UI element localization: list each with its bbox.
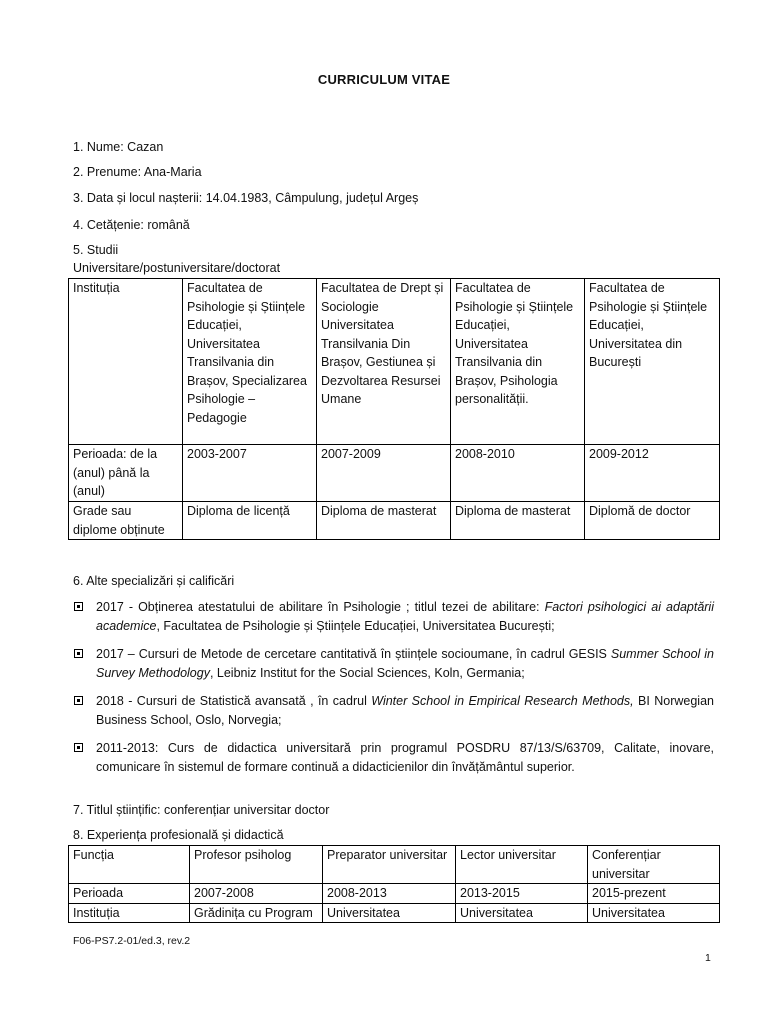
experience-heading: 8. Experiența profesională și didactică	[73, 828, 284, 842]
table-row	[69, 903, 720, 923]
table-cell: 2007-2008	[190, 884, 323, 904]
table-cell: Profesor psiholog	[190, 846, 323, 884]
field-citizenship: 4. Cetățenie: română	[73, 218, 190, 232]
row-label: Grade sau diplome obținute	[69, 502, 183, 540]
square-bullet-icon	[74, 696, 83, 705]
table-cell: Diplomă de doctor	[585, 502, 720, 540]
item-text: 2017 – Cursuri de Metode de cercetare cantitativă în științele socioumane, în cadrul GESIS	[96, 647, 611, 661]
experience-table	[68, 845, 720, 923]
table-row	[69, 502, 720, 540]
item-text: , Facultatea de Psihologie și Științele Educației, Universitatea București;	[156, 619, 555, 633]
scientific-title: 7. Titlul științific: conferențiar universitar doctor	[73, 803, 330, 817]
item-text: , Leibniz Institut for the Social Sciences, Koln, Germania;	[209, 666, 525, 680]
item-italic: Winter School in Empirical Research Methods,	[371, 694, 634, 708]
item-text: 2018 - Cursuri de Statistică avansată , în cadrul	[96, 694, 372, 708]
square-bullet-icon	[74, 649, 83, 658]
item-italic: Factori psihologici ai adaptării academice	[96, 600, 714, 633]
list-item	[73, 645, 714, 683]
table-cell: 2008-2013	[323, 884, 456, 904]
footer-code: F06-PS7.2-01/ed.3, rev.2	[73, 935, 191, 947]
table-cell: Preparator universitar	[323, 846, 456, 884]
item-text: BI Norwegian Business School, Oslo, Norvegia;	[96, 694, 714, 727]
table-cell: Conferențiar universitar	[588, 846, 720, 884]
row-label: Instituția	[69, 903, 190, 923]
table-row	[69, 279, 720, 445]
item-text: 2011-2013: Curs de didactica universitară prin programul POSDRU 87/13/S/63709, Calitate, inovare, comunicare în sistemul de formare continuă a didacticienilor din învățământul superior.	[96, 741, 714, 774]
row-label: Perioada: de la (anul) până la (anul)	[69, 445, 183, 502]
other-qualifications-heading: 6. Alte specializări și calificări	[73, 574, 235, 588]
table-cell: 2013-2015	[456, 884, 588, 904]
table-cell: Diploma de licență	[183, 502, 317, 540]
square-bullet-icon	[74, 743, 83, 752]
page-number: 1	[705, 952, 711, 964]
table-cell: 2015-prezent	[588, 884, 720, 904]
table-cell: 2003-2007	[183, 445, 317, 502]
table-row	[69, 846, 720, 884]
table-cell: Facultatea de Psihologie și Științele Educației, Universitatea Transilvania din Brașov, Psihologia personalității.	[451, 279, 585, 445]
table-cell: Facultatea de Drept și Sociologie Universitatea Transilvania Din Brașov, Gestiunea și Dezvoltarea Resursei Umane	[317, 279, 451, 445]
list-item	[73, 598, 714, 636]
field-birth: 3. Data și locul nașterii: 14.04.1983, Câmpulung, județul Argeș	[73, 191, 419, 205]
table-cell: Lector universitar	[456, 846, 588, 884]
table-cell: Diploma de masterat	[317, 502, 451, 540]
table-cell: Universitatea	[588, 903, 720, 923]
table-cell: 2007-2009	[317, 445, 451, 502]
row-label: Instituția	[69, 279, 183, 445]
item-text: 2017 - Obținerea atestatului de abilitare în Psihologie ; titlul tezei de abilitare:	[96, 600, 545, 614]
table-cell: Facultatea de Psihologie și Științele Educației, Universitatea din București	[585, 279, 720, 445]
table-cell: Universitatea	[456, 903, 588, 923]
item-italic: Summer School in Survey Methodology	[96, 647, 714, 680]
table-cell: 2008-2010	[451, 445, 585, 502]
studies-table	[68, 278, 720, 540]
studies-heading: 5. Studii	[73, 243, 119, 257]
field-name: 1. Nume: Cazan	[73, 140, 164, 154]
row-label: Perioada	[69, 884, 190, 904]
table-cell: Facultatea de Psihologie și Științele Educației, Universitatea Transilvania din Brașov, Specializarea Psihologie – Pedagogie	[183, 279, 317, 445]
studies-subheading: Universitare/postuniversitare/doctorat	[73, 261, 281, 275]
list-item	[73, 739, 714, 777]
table-cell: 2009-2012	[585, 445, 720, 502]
document-title: CURRICULUM VITAE	[317, 72, 451, 87]
square-bullet-icon	[74, 602, 83, 611]
qualifications-list	[73, 598, 714, 786]
table-row	[69, 884, 720, 904]
table-cell: Grădinița cu Program	[190, 903, 323, 923]
field-firstname: 2. Prenume: Ana-Maria	[73, 165, 202, 179]
row-label: Funcția	[69, 846, 190, 884]
table-row	[69, 445, 720, 502]
list-item	[73, 692, 714, 730]
table-cell: Universitatea	[323, 903, 456, 923]
table-cell: Diploma de masterat	[451, 502, 585, 540]
